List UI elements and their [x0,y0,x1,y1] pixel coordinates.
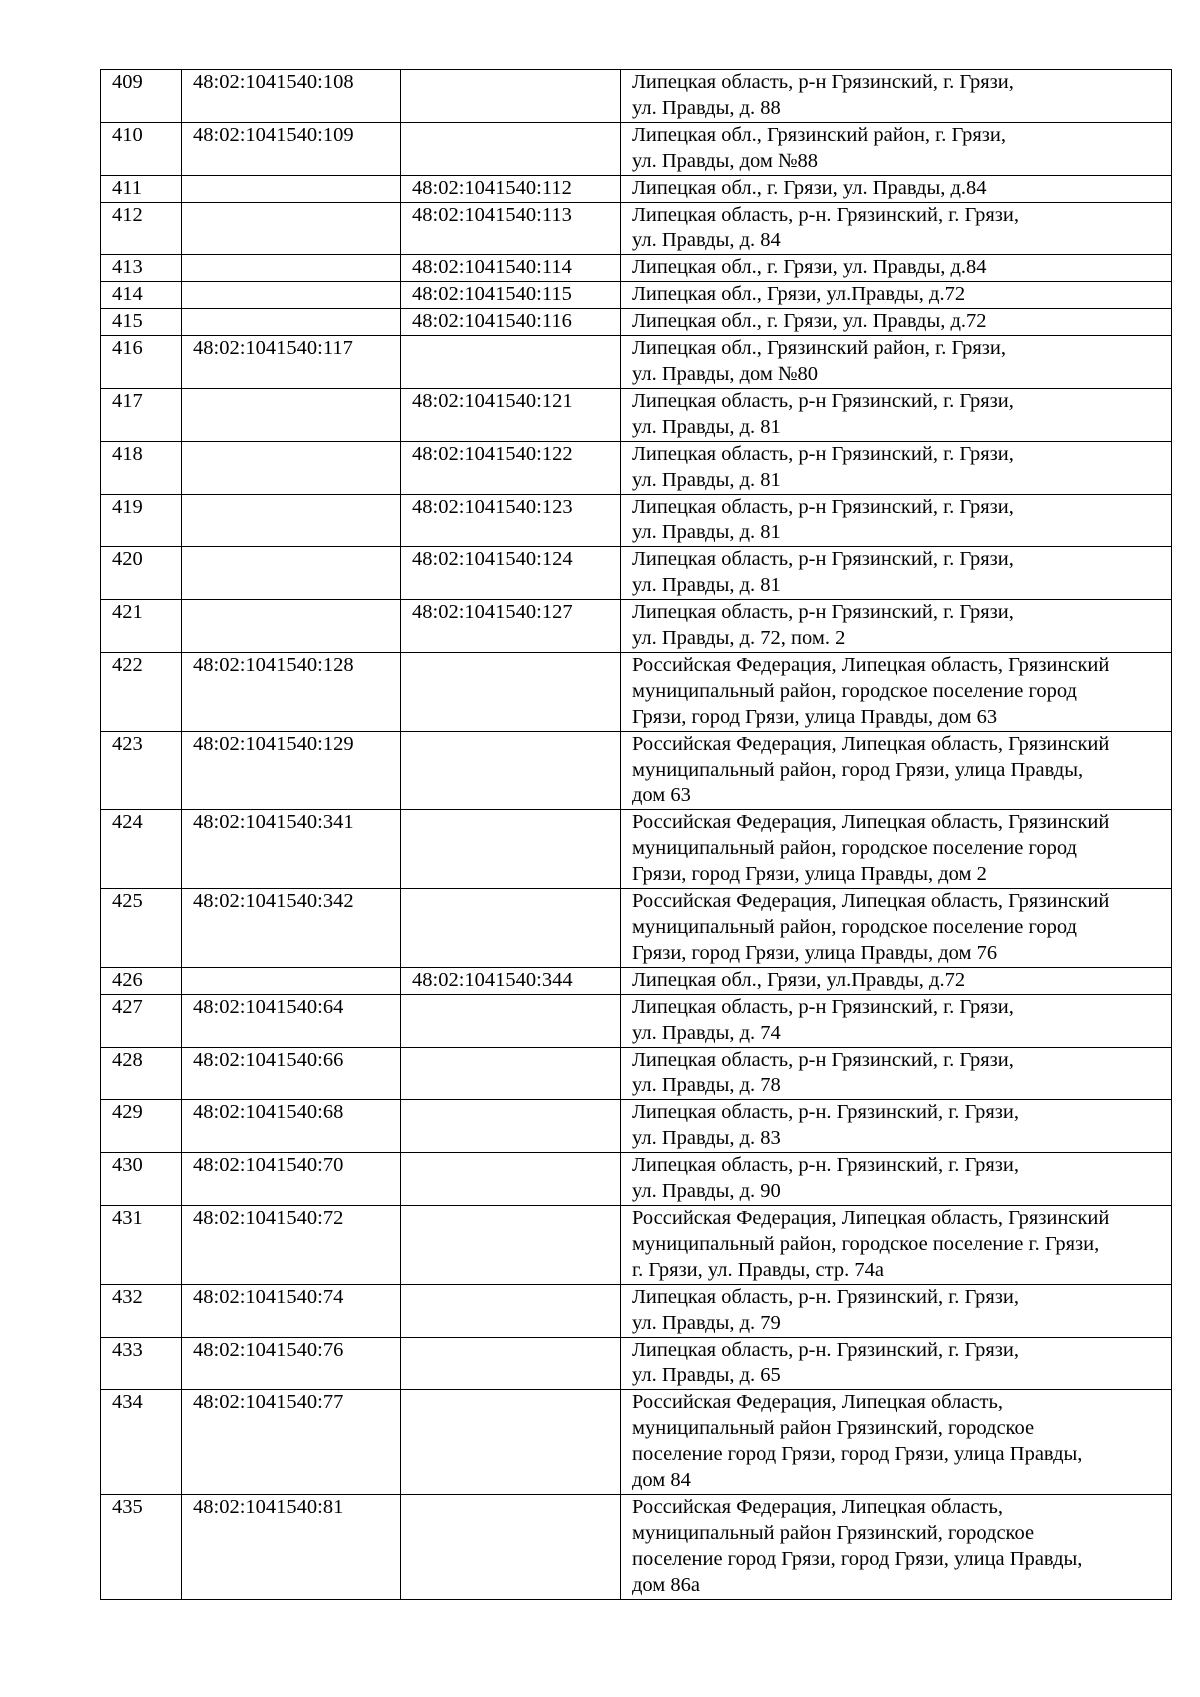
building-cadastral-number-cell [401,1390,621,1495]
row-number-cell: 434 [101,1390,182,1495]
building-cadastral-number-cell: 48:02:1041540:127 [401,600,621,653]
table-row [101,494,1172,547]
row-number-cell: 424 [101,810,182,889]
building-cadastral-number-cell: 48:02:1041540:112 [401,175,621,202]
table-body [101,70,1172,1600]
table-row [101,122,1172,175]
table-row [101,1047,1172,1100]
table-row [101,600,1172,653]
row-number-cell: 426 [101,967,182,994]
table-row [101,70,1172,123]
land-cadastral-number-cell: 48:02:1041540:108 [182,70,401,123]
land-cadastral-number-cell [182,967,401,994]
building-cadastral-number-cell [401,889,621,968]
land-cadastral-number-cell [182,202,401,255]
land-cadastral-number-cell: 48:02:1041540:109 [182,122,401,175]
address-cell: Российская Федерация, Липецкая область, муниципальный район Грязинский, городское поселение город Грязи, город Грязи, улица Правды, дом 86а [621,1494,1172,1599]
building-cadastral-number-cell: 48:02:1041540:113 [401,202,621,255]
table-row [101,175,1172,202]
building-cadastral-number-cell: 48:02:1041540:114 [401,255,621,282]
building-cadastral-number-cell [401,810,621,889]
address-cell: Липецкая область, р-н. Грязинский, г. Грязи, ул. Правды, д. 83 [621,1100,1172,1153]
address-cell: Липецкая область, р-н Грязинский, г. Грязи, ул. Правды, д. 78 [621,1047,1172,1100]
table-row [101,1153,1172,1206]
row-number-cell: 422 [101,652,182,731]
row-number-cell: 417 [101,388,182,441]
land-cadastral-number-cell: 48:02:1041540:129 [182,731,401,810]
land-cadastral-number-cell: 48:02:1041540:66 [182,1047,401,1100]
table-row [101,1390,1172,1495]
table-row [101,652,1172,731]
table-row [101,967,1172,994]
building-cadastral-number-cell: 48:02:1041540:115 [401,282,621,309]
land-cadastral-number-cell [182,547,401,600]
land-cadastral-number-cell: 48:02:1041540:342 [182,889,401,968]
table-row [101,1205,1172,1284]
table-row [101,810,1172,889]
address-cell: Липецкая обл., Грязи, ул.Правды, д.72 [621,282,1172,309]
land-cadastral-number-cell [182,282,401,309]
address-cell: Липецкая область, р-н Грязинский, г. Грязи, ул. Правды, д. 81 [621,388,1172,441]
address-cell: Российская Федерация, Липецкая область, муниципальный район Грязинский, городское поселение город Грязи, город Грязи, улица Правды, дом 84 [621,1390,1172,1495]
address-cell: Липецкая область, р-н. Грязинский, г. Грязи, ул. Правды, д. 84 [621,202,1172,255]
address-cell: Липецкая область, р-н Грязинский, г. Грязи, ул. Правды, д. 81 [621,441,1172,494]
address-cell: Липецкая обл., г. Грязи, ул. Правды, д.84 [621,175,1172,202]
building-cadastral-number-cell [401,1284,621,1337]
building-cadastral-number-cell [401,1494,621,1599]
row-number-cell: 416 [101,336,182,389]
table-row [101,255,1172,282]
row-number-cell: 409 [101,70,182,123]
address-cell: Российская Федерация, Липецкая область, Грязинский муниципальный район, город Грязи, улица Правды, дом 63 [621,731,1172,810]
row-number-cell: 410 [101,122,182,175]
building-cadastral-number-cell [401,1100,621,1153]
land-cadastral-number-cell [182,600,401,653]
building-cadastral-number-cell [401,336,621,389]
row-number-cell: 415 [101,309,182,336]
address-cell: Липецкая область, р-н. Грязинский, г. Грязи, ул. Правды, д. 90 [621,1153,1172,1206]
table-row [101,1494,1172,1599]
land-cadastral-number-cell: 48:02:1041540:70 [182,1153,401,1206]
building-cadastral-number-cell: 48:02:1041540:121 [401,388,621,441]
land-cadastral-number-cell: 48:02:1041540:72 [182,1205,401,1284]
row-number-cell: 430 [101,1153,182,1206]
row-number-cell: 419 [101,494,182,547]
land-cadastral-number-cell: 48:02:1041540:64 [182,994,401,1047]
building-cadastral-number-cell [401,652,621,731]
building-cadastral-number-cell: 48:02:1041540:122 [401,441,621,494]
address-cell: Липецкая область, р-н. Грязинский, г. Грязи, ул. Правды, д. 65 [621,1337,1172,1390]
row-number-cell: 411 [101,175,182,202]
land-cadastral-number-cell: 48:02:1041540:74 [182,1284,401,1337]
building-cadastral-number-cell [401,1047,621,1100]
row-number-cell: 420 [101,547,182,600]
building-cadastral-number-cell [401,1337,621,1390]
table-row [101,336,1172,389]
land-cadastral-number-cell: 48:02:1041540:76 [182,1337,401,1390]
address-cell: Липецкая обл., Грязи, ул.Правды, д.72 [621,967,1172,994]
address-cell: Российская Федерация, Липецкая область, Грязинский муниципальный район, городское поселение г. Грязи, г. Грязи, ул. Правды, стр. 74а [621,1205,1172,1284]
table-row [101,1100,1172,1153]
building-cadastral-number-cell [401,1205,621,1284]
address-cell: Российская Федерация, Липецкая область, Грязинский муниципальный район, городское поселение город Грязи, город Грязи, улица Правды, дом 63 [621,652,1172,731]
address-cell: Липецкая область, р-н Грязинский, г. Грязи, ул. Правды, д. 88 [621,70,1172,123]
land-cadastral-number-cell: 48:02:1041540:81 [182,1494,401,1599]
building-cadastral-number-cell [401,1153,621,1206]
table-row [101,441,1172,494]
land-cadastral-number-cell [182,255,401,282]
address-cell: Российская Федерация, Липецкая область, Грязинский муниципальный район, городское поселение город Грязи, город Грязи, улица Правды, дом 2 [621,810,1172,889]
land-cadastral-number-cell [182,494,401,547]
row-number-cell: 425 [101,889,182,968]
table-row [101,889,1172,968]
land-cadastral-number-cell: 48:02:1041540:128 [182,652,401,731]
address-cell: Липецкая область, р-н. Грязинский, г. Грязи, ул. Правды, д. 79 [621,1284,1172,1337]
address-cell: Липецкая обл., Грязинский район, г. Грязи, ул. Правды, дом №80 [621,336,1172,389]
land-cadastral-number-cell [182,441,401,494]
table-row [101,1284,1172,1337]
cadastral-table [100,69,1172,1600]
address-cell: Липецкая обл., Грязинский район, г. Грязи, ул. Правды, дом №88 [621,122,1172,175]
table-row [101,388,1172,441]
land-cadastral-number-cell [182,175,401,202]
row-number-cell: 433 [101,1337,182,1390]
table-row [101,309,1172,336]
land-cadastral-number-cell [182,388,401,441]
row-number-cell: 427 [101,994,182,1047]
table-row [101,282,1172,309]
address-cell: Липецкая обл., г. Грязи, ул. Правды, д.72 [621,309,1172,336]
row-number-cell: 431 [101,1205,182,1284]
building-cadastral-number-cell: 48:02:1041540:124 [401,547,621,600]
table-row [101,202,1172,255]
address-cell: Липецкая область, р-н Грязинский, г. Грязи, ул. Правды, д. 72, пом. 2 [621,600,1172,653]
row-number-cell: 413 [101,255,182,282]
land-cadastral-number-cell: 48:02:1041540:341 [182,810,401,889]
building-cadastral-number-cell [401,70,621,123]
building-cadastral-number-cell: 48:02:1041540:123 [401,494,621,547]
row-number-cell: 414 [101,282,182,309]
address-cell: Липецкая область, р-н Грязинский, г. Грязи, ул. Правды, д. 81 [621,494,1172,547]
table-row [101,731,1172,810]
row-number-cell: 429 [101,1100,182,1153]
address-cell: Российская Федерация, Липецкая область, Грязинский муниципальный район, городское поселение город Грязи, город Грязи, улица Правды, дом 76 [621,889,1172,968]
row-number-cell: 432 [101,1284,182,1337]
table-row [101,547,1172,600]
land-cadastral-number-cell: 48:02:1041540:68 [182,1100,401,1153]
building-cadastral-number-cell [401,994,621,1047]
row-number-cell: 412 [101,202,182,255]
table-row [101,1337,1172,1390]
row-number-cell: 421 [101,600,182,653]
land-cadastral-number-cell: 48:02:1041540:117 [182,336,401,389]
land-cadastral-number-cell: 48:02:1041540:77 [182,1390,401,1495]
row-number-cell: 423 [101,731,182,810]
table-row [101,994,1172,1047]
land-cadastral-number-cell [182,309,401,336]
building-cadastral-number-cell: 48:02:1041540:116 [401,309,621,336]
row-number-cell: 418 [101,441,182,494]
building-cadastral-number-cell [401,122,621,175]
building-cadastral-number-cell: 48:02:1041540:344 [401,967,621,994]
address-cell: Липецкая область, р-н Грязинский, г. Грязи, ул. Правды, д. 81 [621,547,1172,600]
row-number-cell: 435 [101,1494,182,1599]
row-number-cell: 428 [101,1047,182,1100]
building-cadastral-number-cell [401,731,621,810]
address-cell: Липецкая обл., г. Грязи, ул. Правды, д.84 [621,255,1172,282]
address-cell: Липецкая область, р-н Грязинский, г. Грязи, ул. Правды, д. 74 [621,994,1172,1047]
